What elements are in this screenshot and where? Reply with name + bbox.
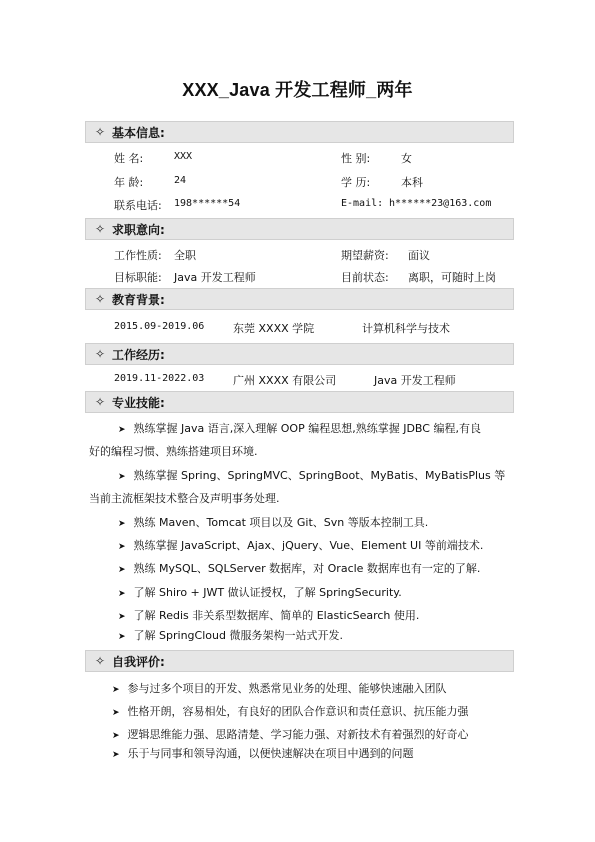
self-eval-item: ➤ 性格开朗，容易相处，有良好的团队合作意识和责任意识、抗压能力强: [112, 705, 469, 718]
section-title-skills: 专业技能:: [112, 395, 165, 410]
job-type-label: 工作性质:: [114, 249, 162, 262]
arrow-right-icon: ➤: [118, 589, 126, 599]
email-label: E-mail:: [341, 198, 384, 209]
section-title-self-eval: 自我评价:: [112, 654, 165, 669]
arrow-right-icon: ➤: [112, 708, 120, 718]
gender-label: 性 别:: [341, 152, 371, 165]
diamond-outline-icon: ✧: [94, 654, 106, 668]
section-header-work: [85, 343, 514, 365]
degree-value: 本科: [401, 176, 423, 189]
salary-label: 期望薪资:: [341, 249, 389, 262]
degree-label: 学 历:: [341, 176, 371, 189]
age-label: 年 龄:: [114, 176, 144, 189]
section-header-education: [85, 288, 514, 310]
work-company: 广州 XXXX 有限公司: [233, 374, 337, 387]
section-header-basic: [85, 121, 514, 143]
skill-item: ➤ 了解 Redis 非关系型数据库、简单的 ElasticSearch 使用.: [118, 609, 420, 622]
arrow-right-icon: ➤: [112, 731, 120, 741]
target-position-label: 目标职能:: [114, 271, 162, 284]
job-type-value: 全职: [174, 249, 196, 262]
phone-label: 联系电话:: [114, 199, 162, 212]
skill-item: ➤ 了解 Shiro + JWT 做认证授权，了解 SpringSecurity.: [118, 586, 402, 599]
arrow-right-icon: ➤: [118, 565, 126, 575]
arrow-right-icon: ➤: [118, 542, 126, 552]
work-period: 2019.11-2022.03: [114, 373, 205, 384]
education-period: 2015.09-2019.06: [114, 321, 205, 332]
diamond-outline-icon: ✧: [94, 347, 106, 361]
salary-value: 面议: [408, 249, 430, 262]
skill-item-continuation: 当前主流框架技术整合及声明事务处理.: [89, 492, 280, 505]
skill-item: ➤ 熟练 Maven、Tomcat 项目以及 Git、Svn 等版本控制工具.: [118, 516, 429, 529]
age-value: 24: [174, 175, 187, 186]
arrow-right-icon: ➤: [112, 750, 120, 760]
target-position-value: Java 开发工程师: [174, 271, 256, 284]
gender-value: 女: [401, 152, 412, 165]
education-major: 计算机科学与技术: [362, 322, 450, 335]
self-eval-item: ➤ 乐于与同事和领导沟通，以便快速解决在项目中遇到的问题: [112, 747, 414, 760]
skill-item: ➤ 熟练掌握 JavaScript、Ajax、jQuery、Vue、Element UI 等前端技术.: [118, 539, 484, 552]
section-header-intent: [85, 218, 514, 240]
phone-value: 198******54: [174, 198, 241, 209]
skill-item: ➤ 了解 SpringCloud 微服务架构一站式开发.: [118, 629, 343, 642]
arrow-right-icon: ➤: [118, 632, 126, 642]
arrow-right-icon: ➤: [118, 612, 126, 622]
section-title-work: 工作经历:: [112, 347, 165, 362]
skill-item: ➤ 熟练掌握 Java 语言,深入理解 OOP 编程思想,熟练掌握 JDBC 编程,有良: [118, 422, 481, 435]
section-title-basic: 基本信息:: [112, 125, 165, 140]
section-header-self-eval: [85, 650, 514, 672]
diamond-outline-icon: ✧: [94, 125, 106, 139]
diamond-outline-icon: ✧: [94, 292, 106, 306]
education-school: 东莞 XXXX 学院: [233, 322, 315, 335]
resume-title: XXX_Java 开发工程师_两年: [182, 80, 413, 100]
arrow-right-icon: ➤: [118, 425, 126, 435]
arrow-right-icon: ➤: [112, 685, 120, 695]
skill-item: ➤ 熟练 MySQL、SQLServer 数据库，对 Oracle 数据库也有一定的了解.: [118, 562, 481, 575]
arrow-right-icon: ➤: [118, 519, 126, 529]
name-value: XXX: [174, 151, 193, 162]
self-eval-item: ➤ 逻辑思维能力强、思路清楚、学习能力强、对新技术有着强烈的好奇心: [112, 728, 469, 741]
skill-item-continuation: 好的编程习惯、熟练搭建项目环境.: [89, 445, 258, 458]
current-status-label: 目前状态:: [341, 271, 389, 284]
email-value: h******23@163.com: [389, 198, 492, 209]
section-title-education: 教育背景:: [112, 292, 165, 307]
name-label: 姓 名:: [114, 152, 144, 165]
skill-item: ➤ 熟练掌握 Spring、SpringMVC、SpringBoot、MyBatis、MyBatisPlus 等: [118, 469, 506, 482]
self-eval-item: ➤ 参与过多个项目的开发、熟悉常见业务的处理、能够快速融入团队: [112, 682, 447, 695]
diamond-outline-icon: ✧: [94, 222, 106, 236]
section-title-intent: 求职意向:: [112, 222, 165, 237]
diamond-outline-icon: ✧: [94, 395, 106, 409]
arrow-right-icon: ➤: [118, 472, 126, 482]
section-header-skills: [85, 391, 514, 413]
current-status-value: 离职，可随时上岗: [408, 271, 496, 284]
work-role: Java 开发工程师: [374, 374, 456, 387]
